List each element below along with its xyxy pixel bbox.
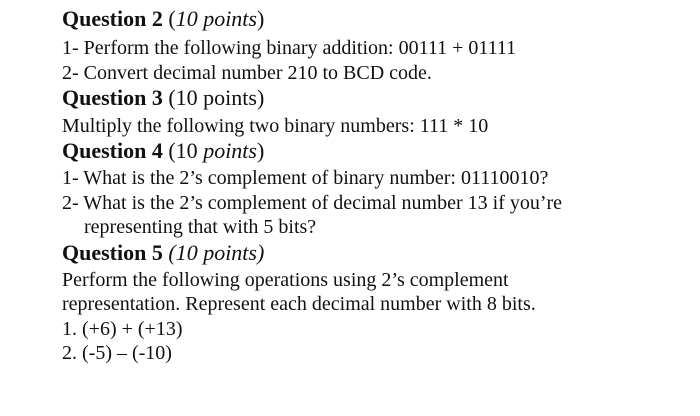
question-3-heading bbox=[62, 85, 264, 111]
question-2-points: 10 points bbox=[175, 6, 257, 31]
question-4-title: Question 4 bbox=[62, 138, 163, 163]
question-5-body-line-2: representation. Represent each decimal number with 8 bits. bbox=[62, 293, 536, 315]
question-5-item-2: 2. (-5) – (-10) bbox=[62, 342, 172, 364]
question-5-heading bbox=[62, 240, 264, 266]
question-2-heading bbox=[62, 6, 264, 32]
question-3-title: Question 3 bbox=[62, 85, 163, 110]
question-5-points: 10 points) bbox=[175, 240, 265, 265]
question-5-title: Question 5 bbox=[62, 240, 163, 265]
question-2-points-close: ) bbox=[256, 6, 265, 31]
question-2-points-open: ( bbox=[168, 6, 176, 31]
question-4-heading bbox=[62, 138, 264, 164]
question-4-item-1: 1- What is the 2’s complement of binary number: 01110010? bbox=[62, 167, 549, 189]
question-3-body: Multiply the following two binary numbers: 111 * 10 bbox=[62, 115, 489, 137]
question-3-points: (10 points) bbox=[168, 85, 265, 110]
question-4-item-2: 2- What is the 2’s complement of decimal number 13 if you’re bbox=[62, 192, 563, 214]
question-4-points-close: ) bbox=[256, 138, 265, 163]
question-4-points: points bbox=[203, 138, 257, 163]
question-5-body-line-1: Perform the following operations using 2’s complement bbox=[62, 269, 509, 291]
question-5-points-open: ( bbox=[168, 240, 176, 265]
question-4-points-open: (10 bbox=[168, 138, 198, 163]
question-2-title: Question 2 bbox=[62, 6, 163, 31]
question-4-item-2-continued: representing that with 5 bits? bbox=[84, 216, 317, 238]
question-5-item-1: 1. (+6) + (+13) bbox=[62, 318, 183, 340]
question-2-item-2: 2- Convert decimal number 210 to BCD code. bbox=[62, 62, 432, 84]
question-2-item-1: 1- Perform the following binary addition: 00111 + 01111 bbox=[62, 37, 517, 59]
